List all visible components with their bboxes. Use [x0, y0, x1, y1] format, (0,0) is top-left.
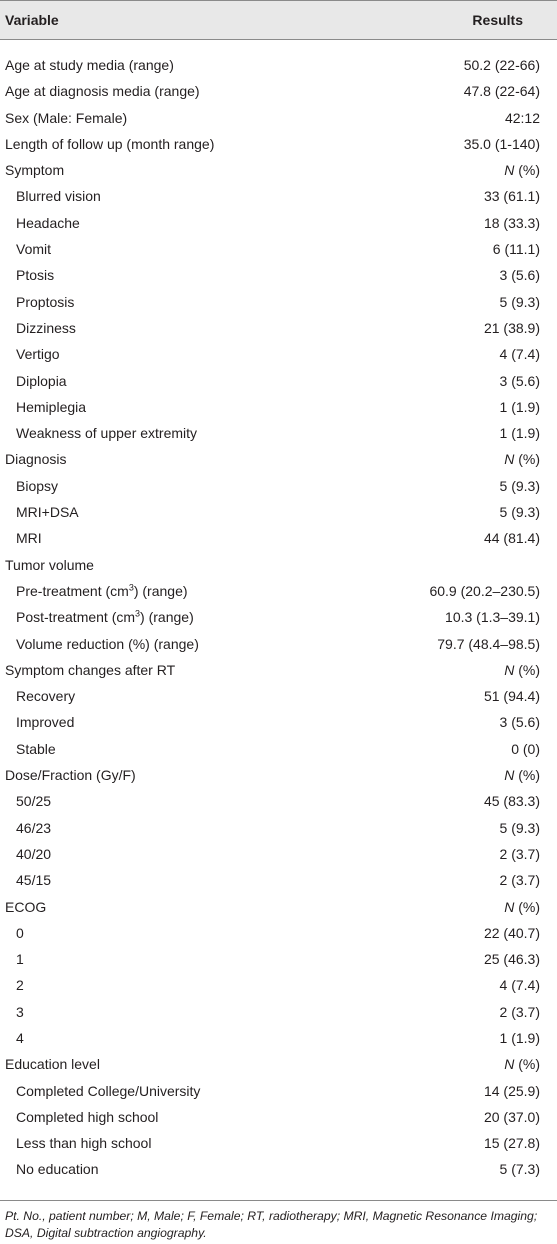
table-bottom-rule — [0, 1200, 557, 1201]
row-value-text: (%) — [514, 162, 540, 179]
row-value: 44 (81.4) — [483, 530, 540, 547]
row-value — [504, 161, 540, 179]
row-value: 2 (3.7) — [499, 1003, 540, 1020]
table-row — [0, 79, 557, 105]
table-header — [0, 0, 557, 40]
table-row — [0, 500, 557, 526]
row-value-text: (%) — [514, 898, 540, 915]
row-value: 5 (9.3) — [499, 477, 540, 494]
table-row — [0, 1052, 557, 1078]
table-row — [0, 895, 557, 921]
row-label — [16, 608, 194, 626]
row-value: 1 (1.9) — [499, 425, 540, 442]
row-value: 3 (5.6) — [499, 267, 540, 284]
table-row — [0, 1000, 557, 1026]
row-value: 6 (11.1) — [492, 241, 540, 258]
table-row — [0, 421, 557, 447]
row-value: 79.7 (48.4–98.5) — [437, 635, 540, 652]
table-row — [0, 263, 557, 289]
row-value: 42:12 — [504, 109, 540, 126]
row-label-text: ) (range) — [133, 582, 188, 599]
row-label-superscript: 3 — [128, 582, 134, 593]
table-row — [0, 211, 557, 237]
row-label: Diplopia — [16, 372, 67, 389]
row-value: 50.2 (22-66) — [463, 57, 540, 73]
table-row — [0, 474, 557, 500]
row-value-text: (%) — [514, 451, 540, 468]
row-label: MRI — [16, 530, 42, 547]
row-value-italic: N — [504, 451, 515, 468]
row-value: 21 (38.9) — [483, 319, 540, 336]
row-value: 1 (1.9) — [499, 398, 540, 415]
row-value-italic: N — [504, 767, 515, 784]
table-row — [0, 395, 557, 421]
table-row — [0, 1157, 557, 1183]
table-row — [0, 237, 557, 263]
table-row — [0, 526, 557, 552]
row-value: 60.9 (20.2–230.5) — [429, 582, 540, 599]
row-value: 3 (5.6) — [499, 372, 540, 389]
row-label: Education level — [5, 1056, 100, 1073]
row-label: Less than high school — [16, 1135, 152, 1152]
table-row — [0, 737, 557, 763]
row-value-text: (%) — [514, 1056, 540, 1073]
table-row — [0, 132, 557, 158]
row-value-italic: N — [504, 162, 515, 179]
row-label: 0 — [16, 924, 24, 941]
row-value: 35.0 (1-140) — [463, 135, 540, 152]
row-label: 50/25 — [16, 793, 52, 810]
row-label: Hemiplegia — [16, 398, 87, 415]
table-footnote: Pt. No., patient number; M, Male; F, Female; RT, radiotherapy; MRI, Magnetic Resonance Imaging; DSA, Digital subtraction angiography. — [5, 1209, 538, 1240]
row-label: Dizziness — [16, 319, 76, 336]
table-row — [0, 369, 557, 395]
row-value-italic: N — [504, 1056, 515, 1073]
row-label: 40/20 — [16, 845, 52, 862]
row-label: Tumor volume — [5, 556, 94, 573]
row-value: 1 (1.9) — [499, 1029, 540, 1046]
row-value-text: (%) — [514, 767, 540, 784]
row-label: Age at study media (range) — [5, 57, 174, 73]
table-row — [0, 789, 557, 815]
row-value: 20 (37.0) — [483, 1108, 540, 1125]
row-label: 2 — [16, 977, 24, 994]
table-row — [0, 973, 557, 999]
row-label: Completed College/University — [16, 1082, 201, 1099]
table-row — [0, 579, 557, 605]
row-label: Weakness of upper extremity — [16, 425, 198, 442]
table-row — [0, 1105, 557, 1131]
row-label-text: Pre-treatment (cm — [16, 582, 129, 599]
row-label: Vertigo — [16, 346, 60, 363]
header-results: Results — [472, 12, 523, 28]
row-value: 4 (7.4) — [499, 346, 540, 363]
row-value: 3 (5.6) — [499, 714, 540, 731]
row-label: Improved — [16, 714, 75, 731]
row-value: 15 (27.8) — [483, 1135, 540, 1152]
row-value: 5 (9.3) — [499, 293, 540, 310]
table-row — [0, 710, 557, 736]
row-value: 14 (25.9) — [483, 1082, 540, 1099]
row-value: 33 (61.1) — [483, 188, 540, 205]
table-row — [0, 684, 557, 710]
table-row — [0, 1079, 557, 1105]
row-label: Headache — [16, 214, 80, 231]
row-value: 5 (9.3) — [499, 504, 540, 521]
table-row — [0, 816, 557, 842]
row-label: Blurred vision — [16, 188, 101, 205]
table-row — [0, 447, 557, 473]
table-row — [0, 763, 557, 789]
row-label: Age at diagnosis media (range) — [5, 83, 200, 100]
row-label: 1 — [16, 951, 24, 968]
table-row — [0, 158, 557, 184]
row-label: Stable — [16, 740, 56, 757]
table-body — [0, 53, 557, 1184]
row-label: 45/15 — [16, 872, 52, 889]
row-value-text: (%) — [514, 661, 540, 678]
row-label: Symptom — [5, 162, 65, 179]
row-label: Vomit — [16, 241, 52, 258]
table-row — [0, 53, 557, 79]
row-value: 45 (83.3) — [483, 793, 540, 810]
row-value: 22 (40.7) — [483, 924, 540, 941]
row-value: 18 (33.3) — [483, 214, 540, 231]
row-label-superscript: 3 — [135, 608, 141, 619]
row-label: ECOG — [5, 898, 47, 915]
row-label: 3 — [16, 1003, 24, 1020]
row-value — [504, 450, 540, 468]
table-row — [0, 1026, 557, 1052]
table-row — [0, 868, 557, 894]
row-value-italic: N — [504, 661, 515, 678]
header-variable: Variable — [5, 12, 59, 28]
row-value: 10.3 (1.3–39.1) — [445, 609, 540, 626]
row-value: 25 (46.3) — [483, 951, 540, 968]
table-row — [0, 947, 557, 973]
row-label-text: ) (range) — [140, 609, 194, 626]
row-value: 47.8 (22-64) — [463, 83, 540, 100]
row-value: 5 (7.3) — [499, 1161, 540, 1178]
table-row — [0, 553, 557, 579]
row-label: 46/23 — [16, 819, 52, 836]
row-value — [504, 1055, 540, 1073]
row-value: 4 (7.4) — [499, 977, 540, 994]
row-label: Sex (Male: Female) — [5, 109, 128, 126]
row-value: 0 (0) — [511, 740, 540, 757]
table-row — [0, 1131, 557, 1157]
row-label-text: Post-treatment (cm — [16, 609, 136, 626]
table-row — [0, 290, 557, 316]
row-label: Completed high school — [16, 1108, 159, 1125]
row-label: Biopsy — [16, 477, 59, 494]
row-label: Diagnosis — [5, 451, 67, 468]
table-row — [0, 106, 557, 132]
row-value: 2 (3.7) — [499, 845, 540, 862]
row-label: Length of follow up (month range) — [5, 135, 215, 152]
table-row — [0, 921, 557, 947]
row-label: Proptosis — [16, 293, 75, 310]
table-row — [0, 658, 557, 684]
row-value-italic: N — [504, 898, 515, 915]
table-row — [0, 605, 557, 631]
table-row — [0, 842, 557, 868]
row-label: Recovery — [16, 688, 76, 705]
table-row — [0, 632, 557, 658]
table-row — [0, 184, 557, 210]
row-label: MRI+DSA — [16, 504, 79, 521]
table-row — [0, 342, 557, 368]
row-value: 5 (9.3) — [499, 819, 540, 836]
row-value — [504, 898, 540, 916]
row-value — [504, 661, 540, 679]
row-value: 2 (3.7) — [499, 872, 540, 889]
row-label: No education — [16, 1161, 99, 1178]
table-row — [0, 316, 557, 342]
row-label: Ptosis — [16, 267, 55, 284]
row-label — [16, 582, 188, 600]
row-label: 4 — [16, 1029, 24, 1046]
row-label: Volume reduction (%) (range) — [16, 635, 199, 652]
row-value — [504, 766, 540, 784]
row-label: Symptom changes after RT — [5, 661, 176, 678]
row-label: Dose/Fraction (Gy/F) — [5, 767, 136, 784]
row-value: 51 (94.4) — [483, 688, 540, 705]
